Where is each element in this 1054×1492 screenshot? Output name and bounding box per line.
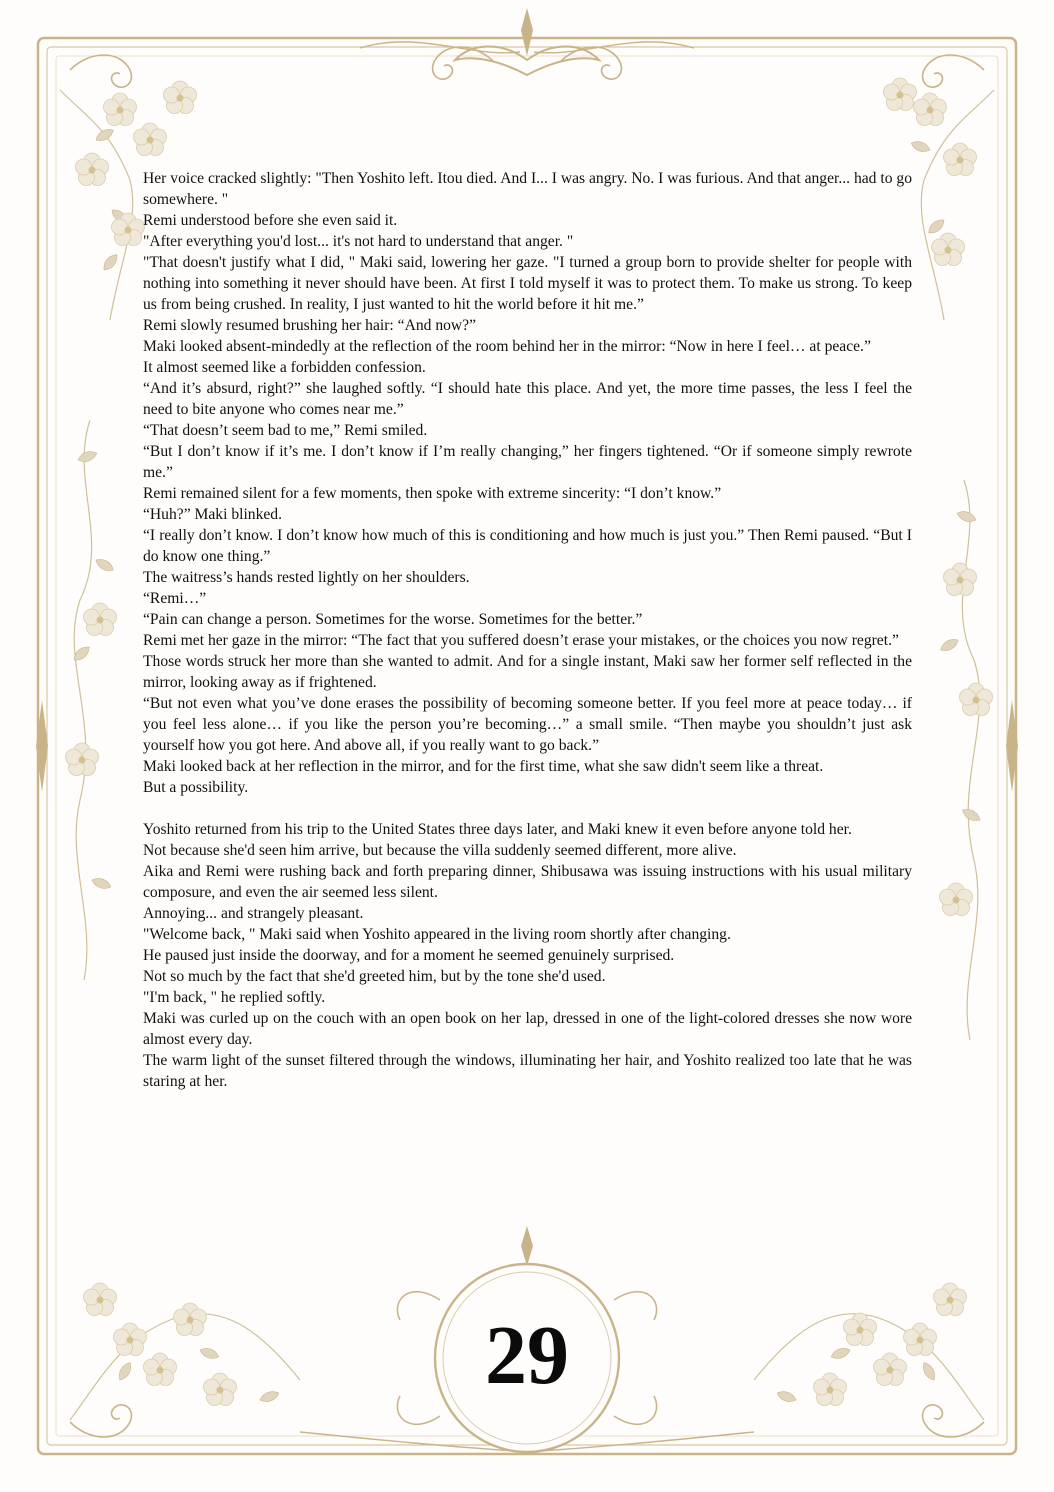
paragraph: “Remi…”	[143, 590, 207, 607]
paragraph: “Huh?” Maki blinked.	[143, 506, 283, 523]
paragraph: Her voice cracked slightly: "Then Yoshito left. Itou died. And I... I was angry. No. I was furious. And that anger... had to go somewhere. "	[143, 170, 912, 208]
paragraph: Maki looked back at her reflection in the mirror, and for the first time, what she saw didn't seem like a threat.	[143, 758, 824, 775]
paragraph: Annoying... and strangely pleasant.	[143, 905, 364, 922]
paragraph: The waitress’s hands rested lightly on her shoulders.	[143, 569, 470, 586]
paragraph: Those words struck her more than she wanted to admit. And for a single instant, Maki saw her former self reflected in the mirror, looking away as if frightened.	[143, 653, 912, 691]
paragraph: “I really don’t know. I don’t know how much of this is conditioning and how much is just you.” Then Remi paused. “But I do know one thing.”	[143, 527, 912, 565]
paragraph: It almost seemed like a forbidden confession.	[143, 359, 426, 376]
paragraph: "I'm back, " he replied softly.	[143, 989, 326, 1006]
paragraph: Maki looked absent-mindedly at the reflection of the room behind her in the mirror: “Now in here I feel… at peace.”	[143, 338, 871, 355]
paragraph: Not because she'd seen him arrive, but because the villa suddenly seemed different, more alive.	[143, 842, 737, 859]
paragraph: Remi remained silent for a few moments, then spoke with extreme sincerity: “I don’t know.”	[143, 485, 722, 502]
paragraph: But a possibility.	[143, 779, 249, 796]
paragraph: “And it’s absurd, right?” she laughed softly. “I should hate this place. And yet, the more time passes, the less I feel the need to bite anyone who comes near me.”	[143, 380, 912, 418]
paragraph: “Pain can change a person. Sometimes for the worse. Sometimes for the better.”	[143, 611, 643, 628]
paragraph: Maki was curled up on the couch with an open book on her lap, dressed in one of the light-colored dresses she now wore almost every day.	[143, 1010, 912, 1048]
paragraph: "After everything you'd lost... it's not hard to understand that anger. "	[143, 233, 574, 250]
paragraph: Remi met her gaze in the mirror: “The fact that you suffered doesn’t erase your mistakes, or the choices you now regret.”	[143, 632, 899, 649]
paragraph: Aika and Remi were rushing back and forth preparing dinner, Shibusawa was issuing instructions with his usual military composure, and even the air seemed less silent.	[143, 863, 912, 901]
paragraph: “That doesn’t seem bad to me,” Remi smiled.	[143, 422, 428, 439]
paragraph: Not so much by the fact that she'd greeted him, but by the tone she'd used.	[143, 968, 606, 985]
paragraph: “But not even what you’ve done erases the possibility of becoming someone better. If you feel more at peace today… if you feel less alone… if you like the person you’re becoming…” a small smile. “Then maybe you shouldn’t just ask yourself how you got here. And above all, if you really want to go back.”	[143, 695, 912, 754]
chapter-text	[143, 168, 912, 1092]
paragraph: Yoshito returned from his trip to the United States three days later, and Maki knew it even before anyone told her.	[143, 821, 852, 838]
paragraph: Remi understood before she even said it.	[143, 212, 398, 229]
page-number: 29	[485, 1309, 569, 1402]
paragraph: He paused just inside the doorway, and for a moment he seemed genuinely surprised.	[143, 947, 675, 964]
section-break	[143, 798, 912, 819]
paragraph: Remi slowly resumed brushing her hair: “And now?”	[143, 317, 477, 334]
paragraph: "That doesn't justify what I did, " Maki said, lowering her gaze. "I turned a group born to provide shelter for people with nothing into something it never should have been. At first I told myself it was to protect them. To make us strong. To keep us from being crushed. In reality, I just wanted to hit the world before it hit me.”	[143, 254, 912, 313]
paragraph: "Welcome back, " Maki said when Yoshito appeared in the living room shortly after changing.	[143, 926, 731, 943]
paragraph: The warm light of the sunset filtered through the windows, illuminating her hair, and Yoshito realized too late that he was staring at her.	[143, 1052, 912, 1090]
paragraph: “But I don’t know if it’s me. I don’t know if I’m really changing,” her fingers tightened. “Or if someone simply rewrote me.”	[143, 443, 912, 481]
